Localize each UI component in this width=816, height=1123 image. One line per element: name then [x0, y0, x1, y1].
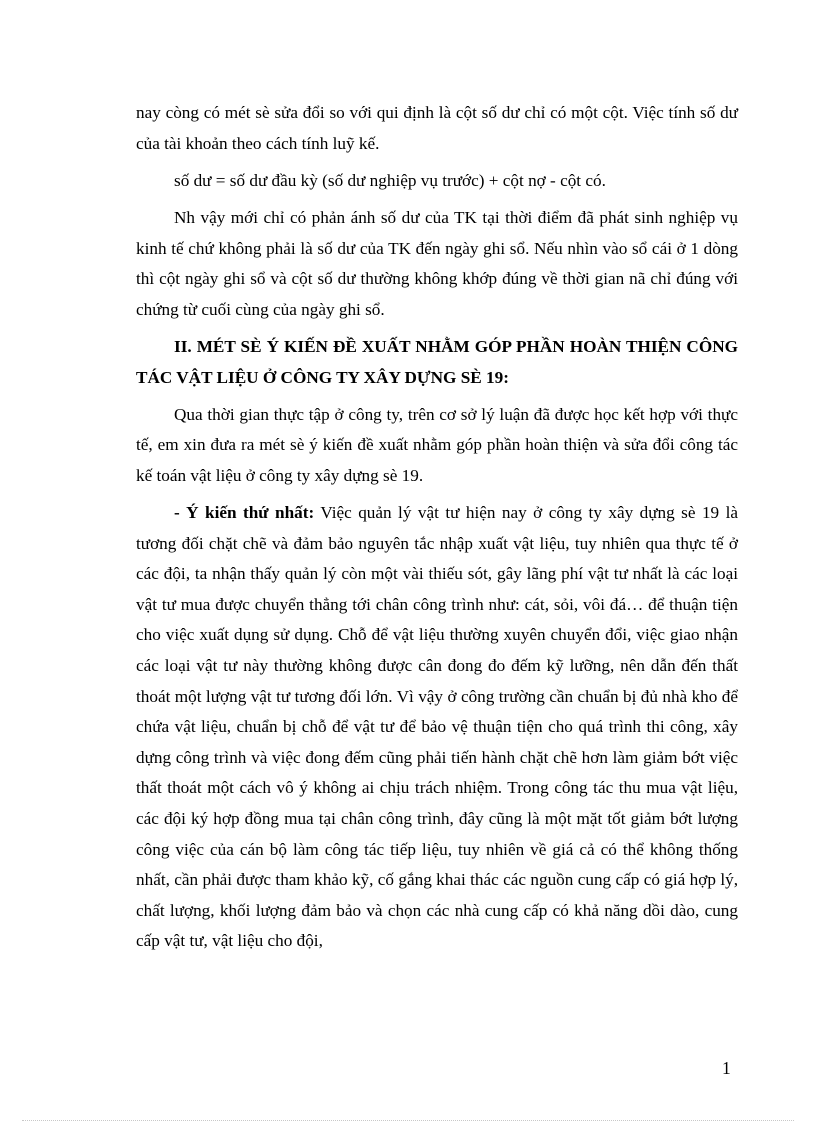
paragraph-first-opinion: [136, 498, 738, 957]
page-bottom-divider: [22, 1120, 794, 1121]
document-body: [136, 98, 738, 964]
first-opinion-lead: - Ý kiến thứ nhất:: [174, 503, 315, 523]
paragraph-formula: số dư = số dư đầu kỳ (số dư nghiệp vụ trước) + cột nợ - cột có.: [174, 170, 606, 190]
first-opinion-body: Việc quản lý vật tư hiện nay ở công ty xây dựng sè 19 là tương đối chặt chẽ và đảm bảo nguyên tắc nhập xuất vật liệu, tuy nhiên qua thực tế ở các đội, ta nhận thấy quản lý còn một vài thiếu sót, gây lãng phí vật tư nhất là các loại vật tư mua được chuyển thẳng tới chân công trình như: cát, sỏi, vôi đá… để thuận tiện cho việc xuất dụng sử dụng. Chỗ để vật liệu thường xuyên chuyển đổi, việc giao nhận các loại vật tư này thường không được cân đong đo đếm kỹ lưỡng, nên dẫn đến thất thoát một lượng vật tư tương đối lớn. Vì vậy ở công trường cần chuẩn bị đủ nhà kho để chứa vật liệu, chuẩn bị chỗ để vật tư để bảo vệ thuận tiện cho quá trình thi công, xây dựng công trình và việc đong đếm cũng phải tiến hành chặt chẽ hơn làm giảm bớt việc thất thoát một cách vô ý không ai chịu trách nhiệm. Trong công tác thu mua vật liệu, các đội ký hợp đồng mua tại chân công trình, đây cũng là một mặt tốt giảm bớt lượng công việc của cán bộ làm công tác tiếp liệu, tuy nhiên về giá cả có thể không thống nhất, cần phải được tham khảo kỹ, cố gắng khai thác các nguồn cung cấp có giá hợp lý, chất lượng, khối lượng đảm bảo và chọn các nhà cung cấp có khả năng dồi dào, cung cấp vật tư, vật liệu cho đội,: [136, 503, 738, 951]
paragraph-intro: Qua thời gian thực tập ở công ty, trên cơ sở lý luận đã được học kết hợp với thực tế, em xin đưa ra mét sè ý kiến đề xuất nhằm góp phần hoàn thiện và sửa đổi công tác kế toán vật liệu ở công ty xây dựng sè 19.: [136, 404, 738, 485]
section-heading: II. MÉT SÈ Ý KIẾN ĐỀ XUẤT NHẰM GÓP PHẦN HOÀN THIỆN CÔNG TÁC VẬT LIỆU Ở CÔNG TY XÂY DỰNG SÈ 19:: [136, 336, 738, 387]
paragraph-balance-note: Nh vậy mới chỉ có phản ánh số dư của TK tại thời điểm đã phát sinh nghiệp vụ kinh tế chứ không phải là số dư của TK đến ngày ghi sổ. Nếu nhìn vào sổ cái ở 1 dòng thì cột ngày ghi sổ và cột số dư thường không khớp đúng về thời gian nã chỉ đúng với chứng từ cuối cùng của ngày ghi sổ.: [136, 207, 738, 319]
page-number: 1: [722, 1058, 731, 1078]
paragraph-continuation: nay còng có mét sè sửa đổi so với qui định là cột số dư chỉ có một cột. Việc tính số dư của tài khoản theo cách tính luỹ kế.: [136, 103, 738, 153]
